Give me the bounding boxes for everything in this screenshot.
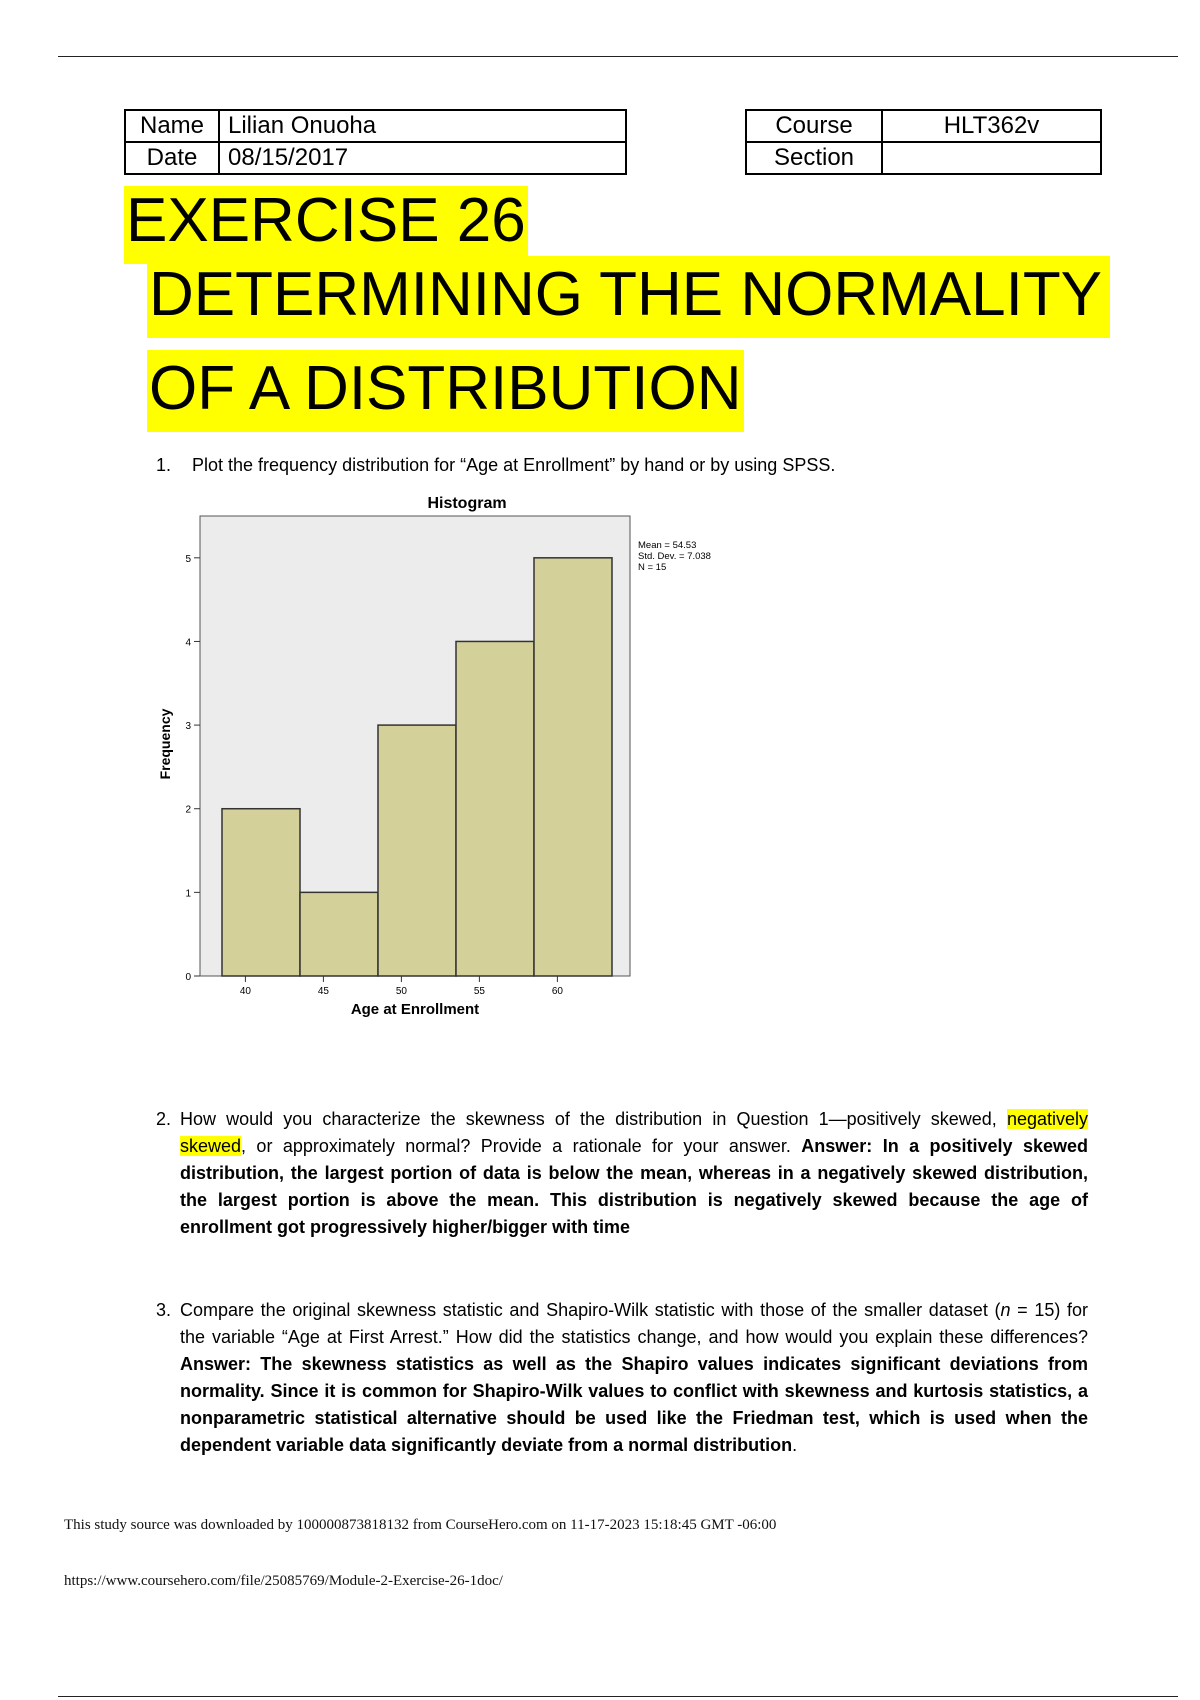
question-2 xyxy=(156,1106,1088,1241)
histogram-bar xyxy=(378,725,456,976)
question-1-text: Plot the frequency distribution for “Age at Enrollment” by hand or by using SPSS. xyxy=(192,455,836,475)
stats-legend-line: Mean = 54.53 xyxy=(638,540,697,551)
question-1 xyxy=(158,452,958,479)
x-tick-label: 40 xyxy=(239,986,251,997)
x-tick-label: 45 xyxy=(317,986,329,997)
question-3 xyxy=(156,1297,1088,1459)
x-tick-label: 50 xyxy=(395,986,407,997)
date-value: 08/15/2017 xyxy=(219,142,626,174)
section-value xyxy=(882,142,1101,174)
course-label: Course xyxy=(746,110,882,142)
highlighted-answer-choice: negatively skewed xyxy=(180,1109,1088,1156)
sample-size-symbol: n xyxy=(1000,1300,1011,1320)
y-tick-label: 3 xyxy=(185,721,191,733)
question-2-answer: In a positively skewed distribution, the largest portion of data is below the mean, whereas in a negatively skewed distribution, the largest portion is above the mean. This distribution is negatively skewed because the age of enrollment got progressively higher/bigger with time xyxy=(180,1136,1088,1237)
histogram-chart xyxy=(150,490,730,1030)
y-tick-label: 2 xyxy=(185,804,191,816)
question-2-text: How would you characterize the skewness of the distribution in Question 1—positively skewed, xyxy=(180,1109,1007,1129)
histogram-bar xyxy=(456,641,534,976)
question-3-text: Compare the original skewness statistic and Shapiro-Wilk statistic with those of the smaller dataset ( xyxy=(180,1300,1001,1320)
exercise-subtitle-line1: DETERMINING THE NORMALITY xyxy=(147,256,1110,338)
y-tick-label: 4 xyxy=(185,637,191,649)
bottom-rule xyxy=(58,1696,1178,1697)
download-notice: This study source was downloaded by 100000873818132 from CourseHero.com on 11-17-2023 15:18:45 GMT -06:00 xyxy=(64,1517,777,1533)
exercise-title: EXERCISE 26 xyxy=(124,186,528,264)
y-axis-label: Frequency xyxy=(157,708,173,780)
name-label: Name xyxy=(125,110,219,142)
stats-legend-line: Std. Dev. = 7.038 xyxy=(638,551,711,562)
answer-label: Answer: xyxy=(801,1136,873,1156)
x-tick-label: 60 xyxy=(551,986,563,997)
chart-title: Histogram xyxy=(427,495,507,512)
question-3-end: . xyxy=(792,1435,798,1455)
course-value: HLT362v xyxy=(882,110,1101,142)
question-3-text-cont: = 15) for the variable “Age at First Arrest.” How did the statistics change, and how would you explain these differences? xyxy=(180,1300,1088,1347)
stats-legend-line: N = 15 xyxy=(638,562,667,573)
y-tick-label: 0 xyxy=(185,972,191,983)
answer-label: Answer: xyxy=(180,1354,252,1374)
x-tick-label: 55 xyxy=(473,986,485,997)
histogram-svg xyxy=(150,490,730,1030)
exercise-subtitle-line2: OF A DISTRIBUTION xyxy=(147,350,744,432)
histogram-bar xyxy=(300,892,378,976)
question-2-number: 2. xyxy=(156,1109,172,1129)
student-info-table xyxy=(124,109,627,175)
question-3-number: 3. xyxy=(156,1300,172,1320)
course-info-table xyxy=(745,109,1102,175)
top-rule xyxy=(58,56,1178,57)
x-axis-label: Age at Enrollment xyxy=(350,1001,480,1018)
section-label: Section xyxy=(746,142,882,174)
name-value: Lilian Onuoha xyxy=(219,110,626,142)
source-url[interactable]: https://www.coursehero.com/file/25085769/Module-2-Exercise-26-1doc/ xyxy=(64,1573,503,1589)
histogram-bar xyxy=(534,558,612,976)
question-3-answer: The skewness statistics as well as the Shapiro values indicates significant deviations from normality. Since it is common for Shapiro-Wilk values to conflict with skewness and kurtosis statistics, a nonparametric statistical alternative should be used like the Friedman test, which is used when the dependent variable data significantly deviate from a normal distribution xyxy=(180,1354,1088,1455)
y-tick-label: 1 xyxy=(185,888,191,900)
y-tick-label: 5 xyxy=(185,553,191,565)
histogram-bar xyxy=(222,809,300,976)
question-1-number: 1. xyxy=(156,455,172,475)
question-2-text-cont: , or approximately normal? Provide a rationale for your answer. xyxy=(241,1136,802,1156)
date-label: Date xyxy=(125,142,219,174)
